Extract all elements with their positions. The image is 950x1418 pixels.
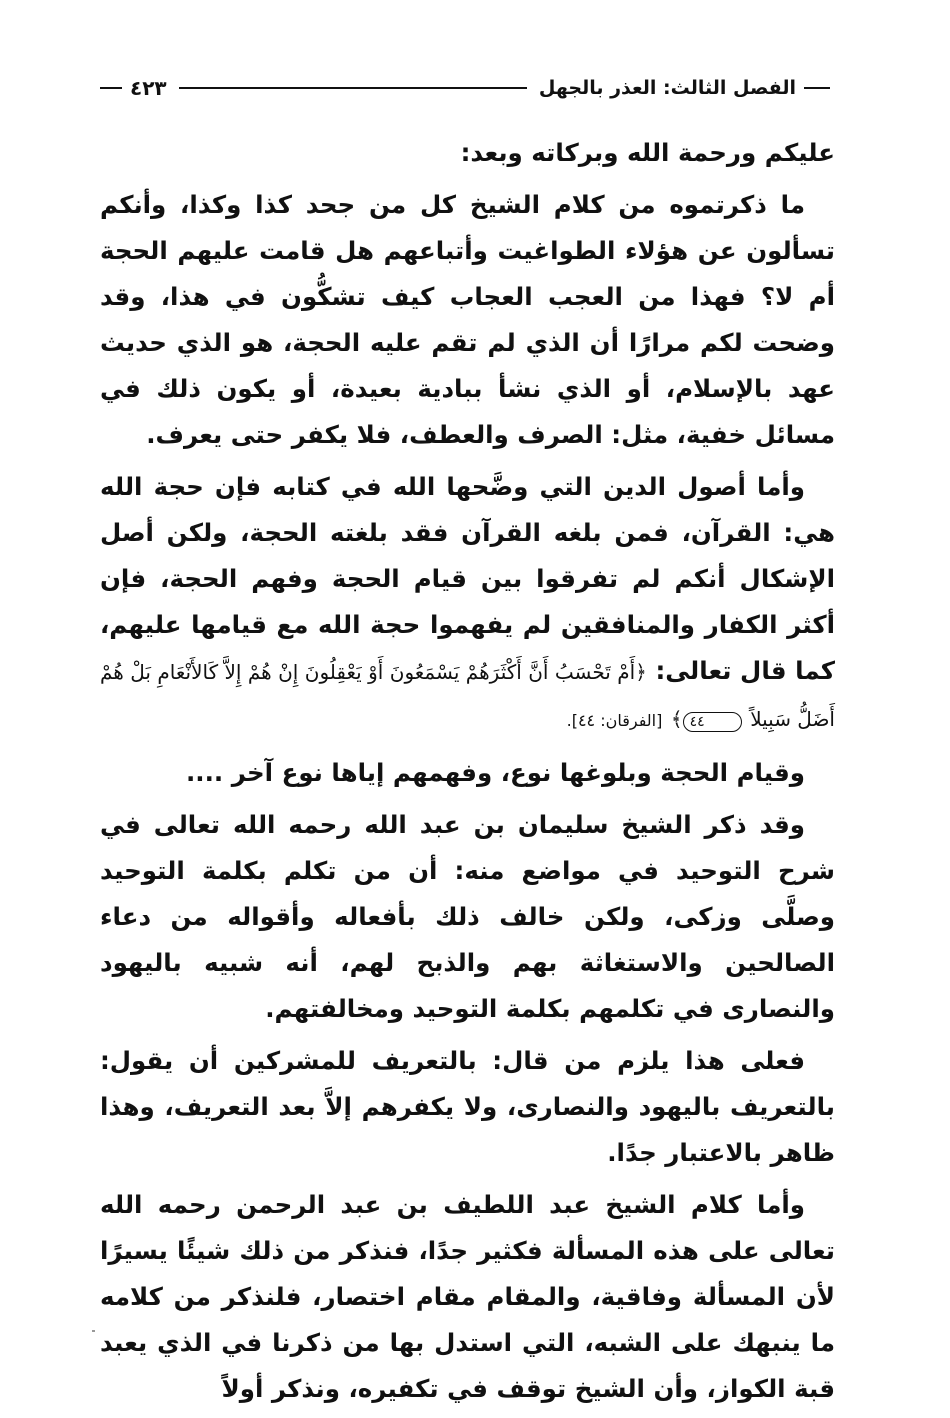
quran-verse: ﴿أَمْ تَحْسَبُ أَنَّ أَكْثَرَهُمْ يَسْمَعُونَ أَوْ يَعْقِلُونَ إِنْ هُمْ إِلاَّ كَالأَنْعَامِ بَلْ هُمْ أَضَلُّ سَبِيلاً (100, 660, 835, 731)
header-rule-middle (179, 87, 527, 89)
paragraph-qiyam: وقيام الحجة وبلوغها نوع، وفهمهم إياها نوع آخر .... (186, 758, 805, 787)
page-number: ٤٢٣ (130, 76, 167, 100)
scan-speck (92, 1330, 95, 1332)
paragraph-hujjah: ما ذكرتموه من كلام الشيخ كل من جحد كذا وكذا، وأنكم تسألون عن هؤلاء الطواغيت وأتباعهم هل قامت عليهم الحجة أم لا؟ فهذا من العجب العجاب كيف تشكُّون في هذا، وقد وضحت لكم مرارًا أن الذي لم تقم عليه الحجة، هو الذي حديث عهد بالإسلام، أو الذي نشأ ببادية بعيدة، أو يكون ذلك في مسائل خفية، مثل: الصرف والعطف، فلا يكفر حتى يعرف. (100, 190, 835, 449)
page-body (100, 130, 835, 1418)
paragraph-tarif: فعلى هذا يلزم من قال: بالتعريف للمشركين أن يقول: بالتعريف باليهود والنصارى، ولا يكفرهم إلاَّ بعد التعريف، وهذا ظاهر بالاعتبار جدًا. (100, 1046, 835, 1167)
header-rule-left (100, 87, 122, 89)
header-rule-right (804, 87, 830, 89)
paragraph-salutation: عليكم ورحمة الله وبركاته وبعد: (460, 138, 835, 167)
paragraph-usul (100, 464, 835, 744)
chapter-title: الفصل الثالث: العذر بالجهل (538, 77, 796, 99)
paragraph-usul-text: وأما أصول الدين التي وضَّحها الله في كتابه فإن حجة الله هي: القرآن، فمن بلغه القرآن فقد بلغته الحجة، ولكن أصل الإشكال أنكم لم تفرقوا بين قيام الحجة وفهم الحجة، فإن أكثر الكفار والمنافقين لم يفهموا حجة الله مع قيامها عليهم، كما قال تعالى: (100, 472, 836, 685)
paragraph-sulayman: وقد ذكر الشيخ سليمان بن عبد الله رحمه الله تعالى في شرح التوحيد في مواضع منه: أن من تكلم بكلمة التوحيد وصلَّى وزكى، ولكن خالف ذلك بأفعاله وأقواله من دعاء الصالحين والاستغاثة بهم والذبح لهم، أنه شبيه باليهود والنصارى في تكلمهم بكلمة التوحيد ومخالفتهم. (100, 810, 835, 1023)
quran-verse-close: ﴾ (670, 707, 683, 731)
ayah-number-marker: ٤٤ (683, 712, 742, 732)
paragraph-abdullatif: وأما كلام الشيخ عبد اللطيف بن عبد الرحمن رحمه الله تعالى على هذه المسألة فكثير جدًا، فنذكر من ذلك شيئًا يسيرًا لأن المسألة وفاقية، والمقام مقام اختصار، فلنذكر من كلامه ما ينبهك على الشبه، التي استدل بها من ذكرنا في الذي يعبد قبة الكواز، وأن الشيخ توقف في تكفيره، ونذكر أولاً (100, 1190, 835, 1403)
surah-reference: [الفرقان: ٤٤]. (566, 711, 663, 730)
running-header (100, 68, 830, 108)
